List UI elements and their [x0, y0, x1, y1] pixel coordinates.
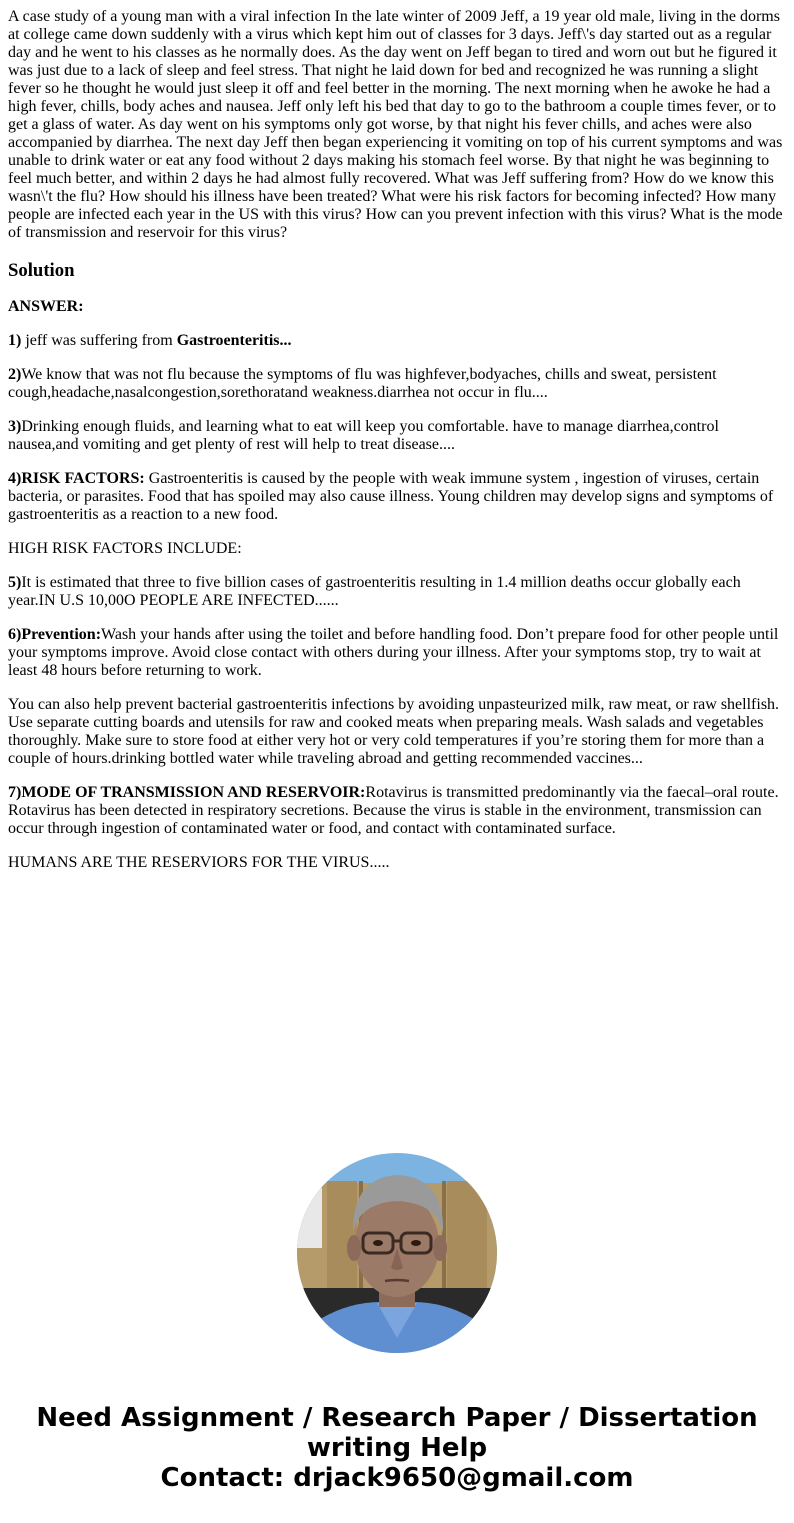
item-label: RISK FACTORS:	[21, 470, 145, 487]
avatar	[297, 1153, 497, 1353]
item-text: Rotavirus is transmitted predominantly via the faecal–oral route. Rotavirus has been detected in respiratory secretions. Because the virus is stable in the environment, transmission can occur through ingestion of contaminated water or food, and contact with contaminated surface.	[8, 784, 779, 837]
item-number: 4)	[8, 470, 22, 487]
item-label: MODE OF TRANSMISSION AND RESERVOIR:	[21, 784, 366, 801]
item-text: jeff was suffering from	[21, 332, 177, 349]
reservoir-statement: HUMANS ARE THE RESERVIORS FOR THE VIRUS.....	[8, 854, 390, 871]
solution-heading: Solution	[8, 260, 75, 281]
prevention-extra-paragraph: You can also help prevent bacterial gastroenteritis infections by avoiding unpasteurized milk, raw meat, or raw shellfish. Use separate cutting boards and utensils for raw and cooked meats when preparing meals. Wash salads and vegetables thoroughly. Make sure to store food at either very hot or very cold temperatures if you’re storing them for more than a couple of hours.drinking bottled water while traveling abroad and getting recommended vaccines...	[8, 696, 780, 767]
answer-item-4	[8, 470, 786, 524]
item-number: 5)	[8, 574, 22, 591]
item-number: 1)	[8, 332, 22, 349]
item-number: 7)	[8, 784, 22, 801]
answer-item-3	[8, 418, 786, 454]
item-number: 3)	[8, 418, 22, 435]
answer-label	[8, 298, 786, 316]
item-label: Prevention:	[21, 626, 102, 643]
high-risk-factors-heading: HIGH RISK FACTORS INCLUDE:	[8, 540, 242, 557]
answer-item-2	[8, 366, 786, 402]
footer-contact-email: Contact: drjack9650@gmail.com	[160, 1463, 634, 1493]
item-text: Drinking enough fluids, and learning what to eat will keep you comfortable. have to manage diarrhea,control nausea,and vomiting and get plenty of rest will help to treat disease....	[8, 418, 719, 453]
answer-label-text: ANSWER:	[8, 298, 84, 315]
answer-item-1	[8, 332, 786, 350]
question-text: A case study of a young man with a viral infection In the late winter of 2009 Jeff, a 19 year old male, living in the dorms at college came down suddenly with a virus which kept him out of classes for 3 days. Jeff\'s day started out as a regular day and he went to his classes as he normally does. As the day went on Jeff began to tired and worn out but he figured it was just due to a lack of sleep and feel stress. That night he laid down for bed and recognized he was running a slight fever so he thought he would just sleep it off and feel better in the morning. The next morning when he awoke he had a high fever, chills, body aches and nausea. Jeff only left his bed that day to go to the bathroom a couple times fever, or to get a glass of water. As day went on his symptoms only got worse, by that night his fever chills, and aches were also accompanied by diarrhea. The next day Jeff then began experiencing it vomiting on top of his current symptoms and was unable to drink water or eat any food without 2 days making his stomach feel worse. By that night he was beginning to feel much better, and within 2 days he had almost fully recovered. What was Jeff suffering from? How do we know this wasn\'t the flu? How should his illness have been treated? What were his risk factors for becoming infected? How many people are infected each year in the US with this virus? How can you prevent infection with this virus? What is the mode of transmission and reservoir for this virus?	[8, 8, 783, 241]
item-number: 2)	[8, 366, 22, 383]
answer-item-7	[8, 784, 786, 838]
item-number: 6)	[8, 626, 22, 643]
person-portrait-icon	[297, 1153, 497, 1353]
footer-line-2: writing Help	[306, 1433, 488, 1463]
item-text: It is estimated that three to five billion cases of gastroenteritis resulting in 1.4 million deaths occur globally each year.IN U.S 10,00O PEOPLE ARE INFECTED......	[8, 574, 741, 609]
item-text: Wash your hands after using the toilet and before handling food. Don’t prepare food for other people until your symptoms improve. Avoid close contact with others during your illness. After your symptoms stop, try to wait at least 48 hours before returning to work.	[8, 626, 779, 679]
contact-footer	[0, 1403, 794, 1493]
answer-item-5	[8, 574, 786, 610]
item-text: Gastroenteritis is caused by the people with weak immune system , ingestion of viruses, certain bacteria, or parasites. Food that has spoiled may also cause illness. Young children may develop signs and symptoms of gastroenteritis as a reaction to a new food.	[8, 470, 774, 523]
footer-line-1: Need Assignment / Research Paper / Dissertation	[36, 1403, 758, 1433]
diagnosis-text: Gastroenteritis...	[176, 332, 292, 349]
answer-item-6	[8, 626, 786, 680]
item-text: We know that was not flu because the symptoms of flu was highfever,bodyaches, chills and sweat, persistent cough,headache,nasalcongestion,sorethoratand weakness.diarrhea not occur in flu....	[8, 366, 717, 401]
